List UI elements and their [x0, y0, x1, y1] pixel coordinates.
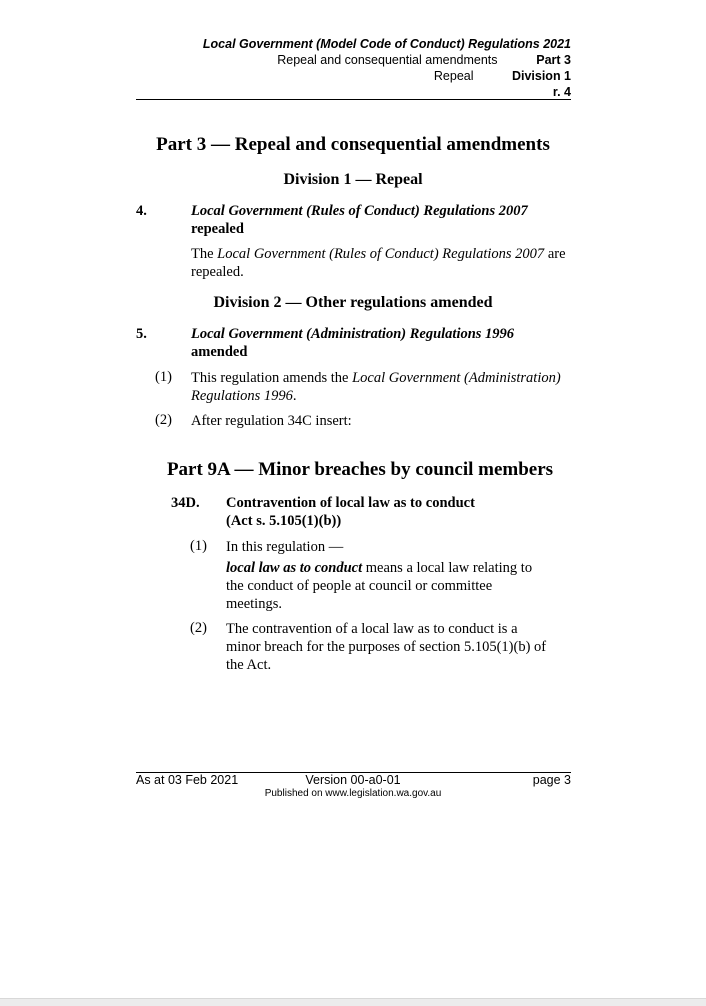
reg-34d-defined-term: local law as to conduct [226, 560, 363, 576]
reg-34d-sub-2-line2: minor breach for the purposes of section 5.105(1)(b) of [226, 639, 547, 655]
reg-4-heading-italic: Local Government (Rules of Conduct) Regulations 2007 [191, 203, 528, 219]
reg-5-sub-2-number: (2) [155, 412, 172, 428]
reg-34d-sub-1-number: (1) [190, 538, 207, 554]
header-division-text: Repeal [433, 69, 474, 83]
header-rule [136, 99, 571, 100]
header-line-division [434, 68, 571, 84]
reg-34d-heading-line2: (Act s. 5.105(1)(b)) [226, 513, 342, 529]
reg-34d-sub-2-text [226, 620, 546, 674]
reg-4-heading-suffix: repealed [191, 221, 244, 237]
header-part-text: Repeal and consequential amendments [277, 53, 498, 67]
reg-5-sub-1-italic-2: Regulations 1996 [191, 388, 293, 404]
reg-5-number: 5. [136, 326, 147, 342]
reg-4-number: 4. [136, 203, 147, 219]
reg-5-sub-1-prefix: This regulation amends the [191, 370, 353, 386]
reg-5-heading-suffix: amended [191, 344, 248, 360]
reg-4-heading [191, 202, 528, 238]
header-division-label: Division 1 [511, 69, 571, 83]
reg-5-heading [191, 325, 514, 361]
reg-5-sub-1-italic-1: Local Government (Administration) [352, 370, 561, 386]
reg-34d-sub-1-text: In this regulation — [226, 539, 344, 555]
reg-34d-def-line2: the conduct of people at council or committee [226, 578, 493, 594]
part-3-heading: Part 3 — Repeal and consequential amendments [156, 134, 550, 155]
reg-5-sub-2-text: After regulation 34C insert: [191, 413, 352, 429]
reg-34d-sub-2-number: (2) [190, 620, 207, 636]
header-title [203, 36, 571, 52]
reg-4-body-prefix: The [191, 246, 218, 262]
reg-5-sub-1-end: . [292, 388, 297, 404]
reg-5-heading-italic: Local Government (Administration) Regulations 1996 [191, 326, 515, 342]
footer-published: Published on www.legislation.wa.gov.au [264, 788, 442, 799]
header-line-part [277, 52, 571, 68]
reg-4-body-line2: repealed. [191, 264, 244, 280]
footer-page-number: page 3 [532, 773, 571, 787]
reg-34d-sub-2-line1: The contravention of a local law as to conduct is a [226, 621, 518, 637]
reg-34d-definition [226, 559, 532, 613]
reg-34d-number: 34D. [171, 495, 200, 511]
reg-34d-heading [226, 494, 475, 530]
reg-34d-heading-line1: Contravention of local law as to conduct [226, 495, 475, 511]
reg-34d-def-line3: meetings. [226, 596, 282, 612]
header-line-regulation [553, 84, 571, 100]
reg-4-body-italic: Local Government (Rules of Conduct) Regulations 2007 [217, 246, 545, 262]
header-act-title: Local Government (Model Code of Conduct) Regulations 2021 [202, 37, 571, 51]
reg-34d-sub-2-line3: the Act. [226, 657, 272, 673]
reg-5-sub-1-number: (1) [155, 369, 172, 385]
reg-5-sub-1-text [191, 369, 561, 405]
footer-date: As at 03 Feb 2021 [136, 773, 239, 787]
header-regulation-label: r. 4 [552, 85, 571, 99]
division-1-heading: Division 1 — Repeal [283, 171, 423, 188]
reg-4-body-suffix: are [544, 246, 566, 262]
division-2-heading: Division 2 — Other regulations amended [213, 294, 493, 311]
reg-34d-def-line1: means a local law relating to [362, 560, 533, 576]
footer-version: Version 00-a0-01 [305, 773, 401, 787]
reg-4-body [191, 245, 566, 281]
part-9a-heading: Part 9A — Minor breaches by council members [166, 459, 554, 480]
header-part-label: Part 3 [536, 53, 571, 67]
